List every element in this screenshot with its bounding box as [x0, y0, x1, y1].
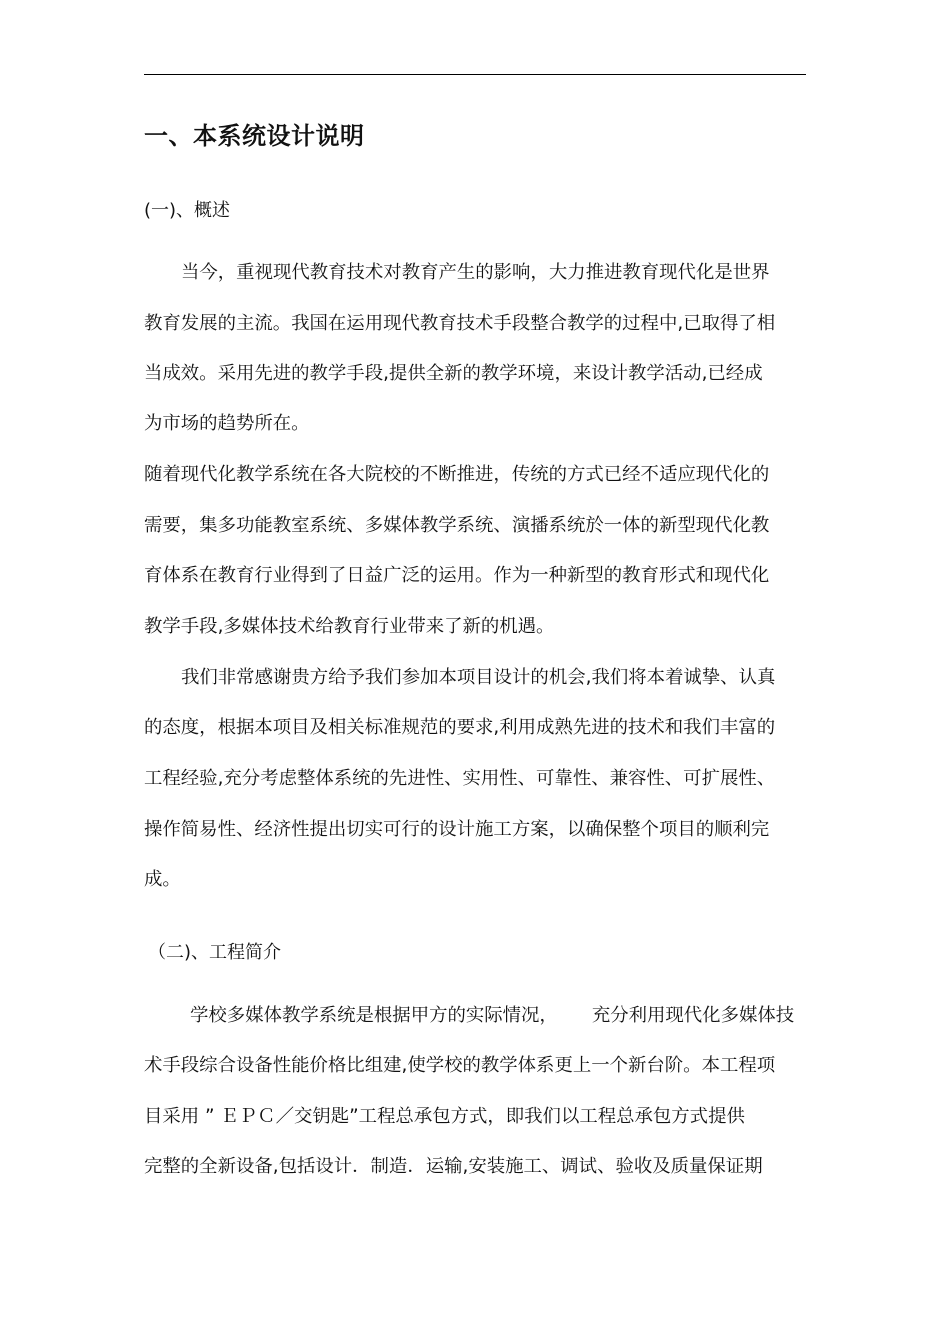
paragraph-line: 完整的全新设备,包括设计．制造．运输,安装施工、调试、验收及质量保证期	[144, 1156, 763, 1177]
page-title: 一、本系统设计说明	[144, 122, 365, 150]
paragraph-line: 的态度，根据本项目及相关标准规范的要求,利用成熟先进的技术和我们丰富的	[144, 717, 776, 738]
paragraph-line: 操作简易性、经济性提出切实可行的设计施工方案，以确保整个项目的顺利完	[144, 819, 770, 840]
paragraph-fragment: 充分利用现代化多媒体技	[591, 1005, 795, 1026]
section-heading-project-intro: （二)、工程简介	[148, 942, 282, 963]
paragraph-line: 我们非常感谢贵方给予我们参加本项目设计的机会,我们将本着诚挚、认真	[181, 667, 776, 688]
paragraph-line: 随着现代化教学系统在各大院校的不断推进，传统的方式已经不适应现代化的	[144, 464, 770, 485]
paragraph-line: 目采用 ” ＥＰＣ／交钥匙”工程总承包方式，即我们以工程总承包方式提供	[144, 1106, 745, 1127]
paragraph-line: 工程经验,充分考虑整体系统的先进性、实用性、可靠性、兼容性、可扩展性、	[144, 768, 776, 789]
paragraph-line: 育体系在教育行业得到了日益广泛的运用。作为一种新型的教育形式和现代化	[144, 565, 770, 586]
paragraph-line: 教学手段,多媒体技术给教育行业带来了新的机遇。	[144, 616, 555, 637]
paragraph-line: 当今，重视现代教育技术对教育产生的影响，大力推进教育现代化是世界	[181, 262, 770, 283]
section-heading-overview: (一)、概述	[144, 200, 231, 221]
paragraph-line	[190, 1003, 794, 1029]
paragraph-line: 为市场的趋势所在。	[144, 413, 310, 434]
paragraph-line: 术手段综合设备性能价格比组建,使学校的教学体系更上一个新台阶。本工程项	[144, 1055, 776, 1076]
paragraph-line: 成。	[144, 869, 181, 890]
paragraph-fragment: 学校多媒体教学系统是根据甲方的实际情况，	[190, 1005, 558, 1026]
header-rule	[144, 74, 806, 75]
paragraph-line: 需要，集多功能教室系统、多媒体教学系统、演播系统於一体的新型现代化教	[144, 515, 770, 536]
paragraph-line: 当成效。采用先进的教学手段,提供全新的教学环境，来设计教学活动,已经成	[144, 363, 763, 384]
paragraph-line: 教育发展的主流。我国在运用现代教育技术手段整合教学的过程中,已取得了相	[144, 313, 776, 334]
